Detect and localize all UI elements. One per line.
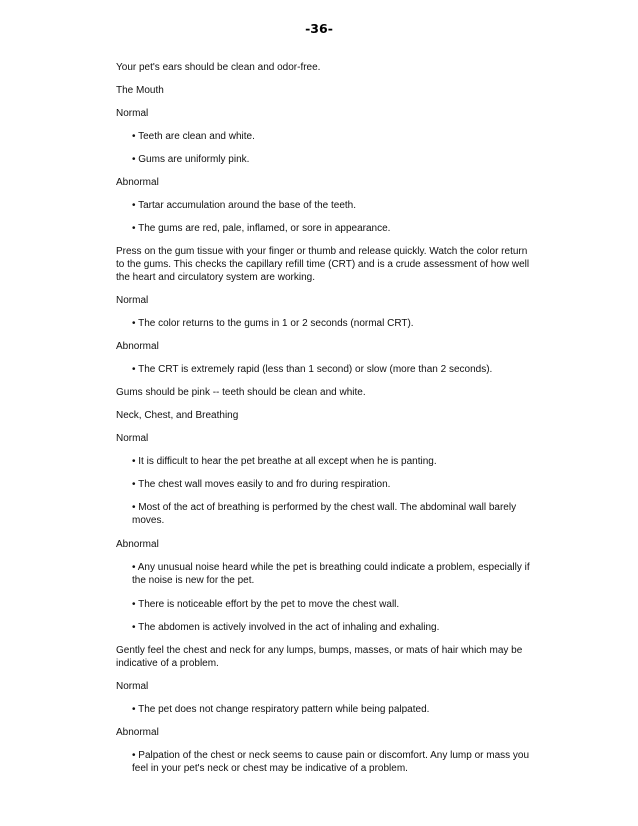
paragraph: Gums should be pink -- teeth should be clean and white. — [116, 387, 366, 398]
subheading: Abnormal — [116, 177, 159, 188]
subheading: Normal — [116, 108, 149, 119]
paragraph: Press on the gum tissue with your finger or thumb and release quickly. Watch the color return to the gums. This checks the capillary refill time (CRT) and is a crude assessment of how well the heart and circulatory system are working. — [116, 246, 530, 283]
list-item: • The gums are red, pale, inflamed, or sore in appearance. — [132, 223, 391, 234]
page-number: -36- — [305, 21, 333, 36]
list-item: • The pet does not change respiratory pattern while being palpated. — [132, 704, 430, 715]
list-item: • The chest wall moves easily to and fro during respiration. — [132, 479, 391, 490]
page-body — [116, 61, 536, 786]
list-item: • Palpation of the chest or neck seems to cause pain or discomfort. Any lump or mass you feel in your pet's neck or chest may be indicative of a problem. — [132, 750, 530, 774]
subheading: Abnormal — [116, 539, 159, 550]
list-item: • The color returns to the gums in 1 or 2 seconds (normal CRT). — [132, 318, 414, 329]
subheading: Abnormal — [116, 341, 159, 352]
list-item: • Tartar accumulation around the base of the teeth. — [132, 200, 357, 211]
list-item: • There is noticeable effort by the pet to move the chest wall. — [132, 599, 400, 610]
list-item: • It is difficult to hear the pet breathe at all except when he is panting. — [132, 456, 437, 467]
paragraph: Your pet's ears should be clean and odor-free. — [116, 62, 321, 73]
paragraph: Gently feel the chest and neck for any lumps, bumps, masses, or mats of hair which may be indicative of a problem. — [116, 645, 523, 669]
subheading: Abnormal — [116, 727, 159, 738]
list-item: • Teeth are clean and white. — [132, 131, 255, 142]
list-item: • The abdomen is actively involved in the act of inhaling and exhaling. — [132, 622, 440, 633]
list-item: • Any unusual noise heard while the pet is breathing could indicate a problem, especially if the noise is new for the pet. — [132, 562, 530, 586]
list-item: • Most of the act of breathing is performed by the chest wall. The abdominal wall barely moves. — [132, 502, 517, 526]
section-heading: The Mouth — [116, 85, 164, 96]
list-item: • Gums are uniformly pink. — [132, 154, 250, 165]
list-item: • The CRT is extremely rapid (less than 1 second) or slow (more than 2 seconds). — [132, 364, 493, 375]
section-heading: Neck, Chest, and Breathing — [116, 410, 239, 421]
subheading: Normal — [116, 433, 149, 444]
subheading: Normal — [116, 681, 149, 692]
subheading: Normal — [116, 295, 149, 306]
